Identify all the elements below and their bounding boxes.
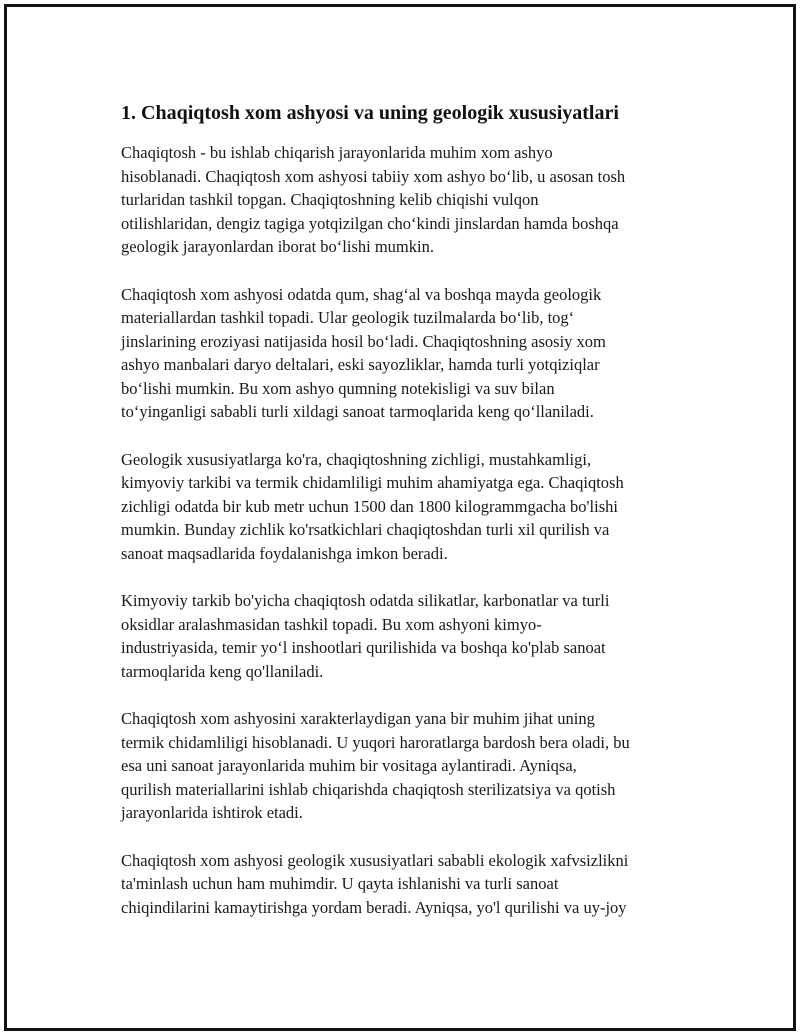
document-title: 1. Chaqiqtosh xom ashyosi va uning geologik xususiyatlari [121, 102, 619, 124]
paragraph-1: Chaqiqtosh - bu ishlab chiqarish jarayonlarida muhim xom ashyo hisoblanadi. Chaqiqtosh xom ashyosi tabiiy xom ashyo bo‘lib, u asosan tosh turlaridan tashkil topgan. Chaqiqtoshning kelib chiqishi vulqon otilishlaridan, dengiz tagiga yotqizilgan cho‘kindi jinslardan hamda boshqa geologik jarayonlardan iborat bo‘lishi mumkin. [121, 143, 626, 256]
paragraph-3: Geologik xususiyatlarga ko'ra, chaqiqtoshning zichligi, mustahkamligi, kimyoviy tarkibi va termik chidamliligi muhim ahamiyatga ega. Chaqiqtosh zichligi odatda bir kub metr uchun 1500 dan 1800 kilogrammgacha bo'lishi mumkin. Bunday zichlik ko'rsatkichlari chaqiqtoshdan turli xil qurilish va sanoat maqsadlarida foydalanishga imkon beradi. [121, 449, 624, 563]
paragraph-6: Chaqiqtosh xom ashyosi geologik xususiyatlari sababli ekologik xafvsizlikni ta'minlash uchun ham muhimdir. U qayta ishlanishi va turli sanoat chiqindilarini kamaytirishga yordam beradi. Ayniqsa, yo'l qurilishi va uy-joy [121, 850, 629, 917]
paragraph-5: Chaqiqtosh xom ashyosini xarakterlaydigan yana bir muhim jihat uning termik chidamliligi hisoblanadi. U yuqori haroratlarga bardosh bera oladi, bu esa uni sanoat jarayonlarida muhim bir vositaga aylantiradi. Ayniqsa, qurilish materiallarini ishlab chiqarishda chaqiqtosh sterilizatsiya va qotish jarayonlarida ishtirok etadi. [121, 709, 630, 822]
paragraph-2: Chaqiqtosh xom ashyosi odatda qum, shag‘al va boshqa mayda geologik materiallardan tashkil topadi. Ular geologik tuzilmalarda bo‘lib, tog‘ jinslarining eroziyasi natijasida hosil bo‘ladi. Chaqiqtoshning asosiy xom ashyo manbalari daryo deltalari, eski sayozliklar, hamda turli yotqiziqlar bo‘lishi mumkin. Bu xom ashyo qumning notekisligi va suv bilan to‘yinganligi sababli turli xildagi sanoat tarmoqlarida keng qo‘llaniladi. [121, 284, 606, 421]
document-body [121, 99, 701, 943]
paragraph-4: Kimyoviy tarkib bo'yicha chaqiqtosh odatda silikatlar, karbonatlar va turli oksidlar aralashmasidan tashkil topadi. Bu xom ashyoni kimyo- industriyasida, temir yo‘l inshootlari qurilishida va boshqa ko'plab sanoat tarmoqlarida keng qo'llaniladi. [121, 591, 610, 681]
page-frame [4, 4, 796, 1031]
